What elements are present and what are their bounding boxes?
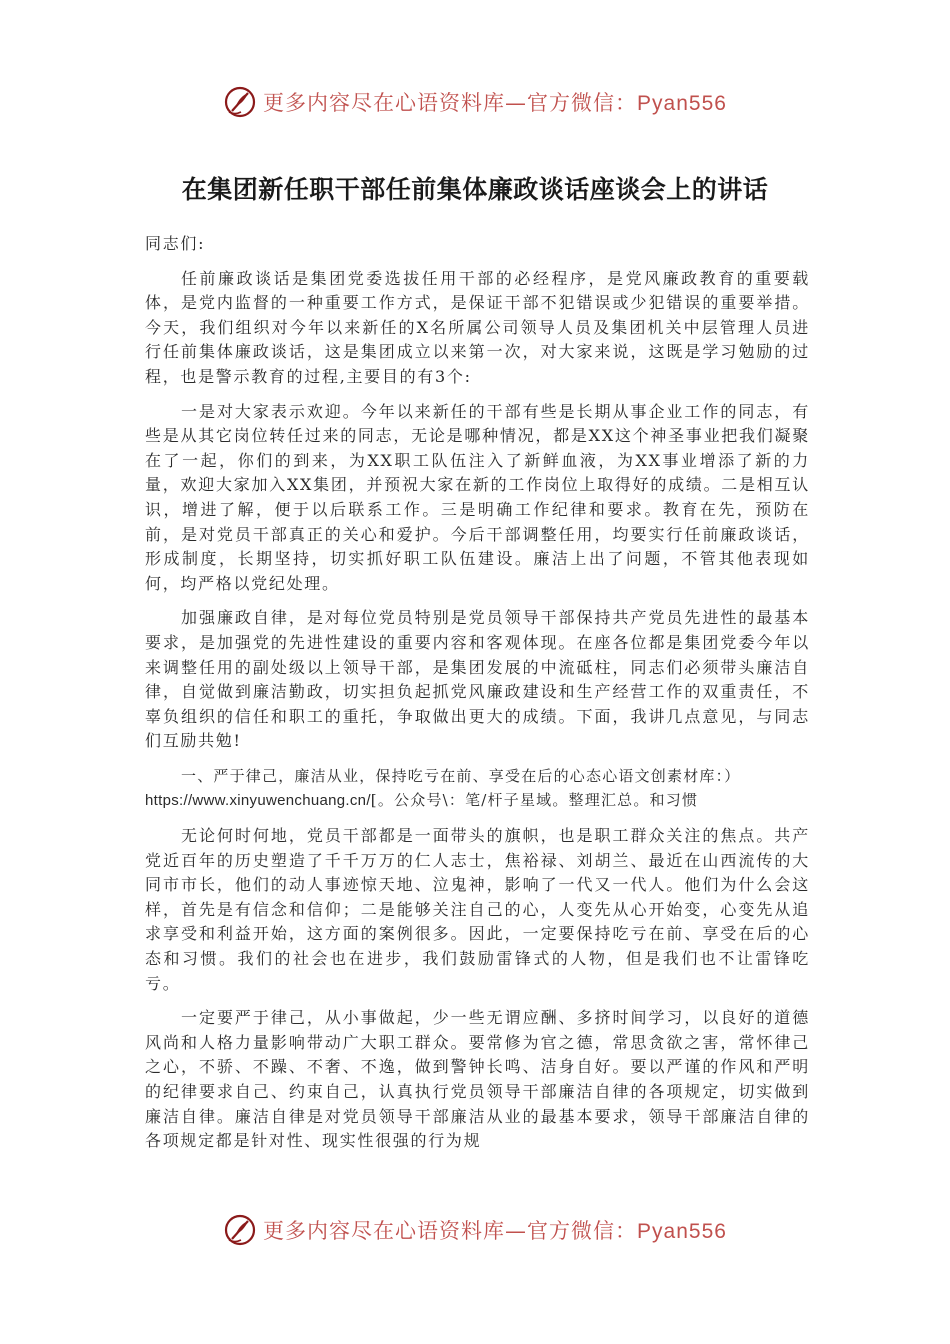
section-heading-tail: [。公众号\：笔/杆子星域。整理汇总。和习惯 xyxy=(370,791,699,810)
document-title: 在集团新任职干部任前集体廉政谈话座谈会上的讲话 xyxy=(181,175,769,204)
quill-logo-icon xyxy=(223,1213,257,1247)
paragraph-party-members: 无论何时何地，党员干部都是一面带头的旗帜，也是职工群众关注的焦点。共产党近百年的历史塑造了千千万万的仁人志士，焦裕禄、刘胡兰、最近在山西流传的大同市市长，他们的动人事迹惊天地、泣鬼神，影响了一代又一代人。他们为什么会这样，首先是有信念和信仰；二是能够关注自己的心，人变先从心开始变，心变先从追求享受和利益开始，这方面的案例很多。因此，一定要保持吃亏在前、享受在后的心态和习惯。我们的社会也在进步，我们鼓励雷锋式的人物，但是我们也不让雷锋吃亏。 xyxy=(145,826,810,993)
footer-watermark-banner xyxy=(0,1210,950,1250)
source-url-link[interactable]: https://www.xinyuwenchuang.cn/ xyxy=(145,792,371,810)
paragraph-self-discipline: 加强廉政自律，是对每位党员特别是党员领导干部保持共产党员先进性的最基本要求，是加强党的先进性建设的重要内容和客观体现。在座各位都是集团党委今年以来调整任用的副处级以上领导干部，是集团发展的中流砥柱，同志们必须带头廉洁自律，自觉做到廉洁勤政，切实担负起抓党风廉政建设和生产经营工作的双重责任，不辜负组织的信任和职工的重托，争取做出更大的成绩。下面，我讲几点意见，与同志们互励共勉! xyxy=(145,608,810,751)
salutation: 同志们: xyxy=(145,234,206,253)
section-heading-text: 一、严于律己，廉洁从业，保持吃亏在前、享受在后的心态心语文创素材库：） xyxy=(181,766,741,785)
banner-text: 更多内容尽在心语资料库—官方微信：Pyan556 xyxy=(263,91,727,115)
paragraph-purposes: 一是对大家表示欢迎。今年以来新任的干部有些是长期从事企业工作的同志，有些是从其它岗位转任过来的同志，无论是哪种情况，都是XX这个神圣事业把我们凝聚在了一起，你们的到来，为XX职工队伍注入了新鲜血液，为XX事业增添了新的力量，欢迎大家加入XX集团，并预祝大家在新的工作岗位上取得好的成绩。二是相互认识，增进了解，便于以后联系工作。三是明确工作纪律和要求。教育在先，预防在前，是对党员干部真正的关心和爱护。今后干部调整任用，均要实行任前廉政谈话，形成制度，长期坚持，切实抓好职工队伍建设。廉洁上出了问题，不管其他表现如何，均严格以党纪处理。 xyxy=(145,401,810,593)
paragraph-strict-discipline: 一定要严于律己，从小事做起，少一些无谓应酬、多挤时间学习，以良好的道德风尚和人格力量影响带动广大职工群众。要常修为官之德，常思贪欲之害，常怀律己之心，不骄、不躁、不奢、不逸，做到警钟长鸣、洁身自好。要以严谨的作风和严明的纪律要求自己、约束自己，认真执行党员领导干部廉洁自律的各项规定，切实做到廉洁自律。廉洁自律是对党员领导干部廉洁从业的最基本要求，领导干部廉洁自律的各项规定都是针对性、现实性很强的行为规 xyxy=(145,1008,810,1151)
banner-text: 更多内容尽在心语资料库—官方微信：Pyan556 xyxy=(263,1219,727,1243)
quill-logo-icon xyxy=(223,85,257,119)
document-body xyxy=(145,232,810,1164)
paragraph-intro: 任前廉政谈话是集团党委选拔任用干部的必经程序，是党风廉政教育的重要载体，是党内监督的一种重要工作方式，是保证干部不犯错误或少犯错误的重要举措。今天，我们组织对今年以来新任的X名所属公司领导人员及集团机关中层管理人员进行任前集体廉政谈话，这是集团成立以来第一次，对大家来说，这既是学习勉励的过程，也是警示教育的过程,主要目的有3个: xyxy=(145,268,810,386)
header-watermark-banner xyxy=(0,82,950,122)
section-heading-1 xyxy=(145,764,810,814)
